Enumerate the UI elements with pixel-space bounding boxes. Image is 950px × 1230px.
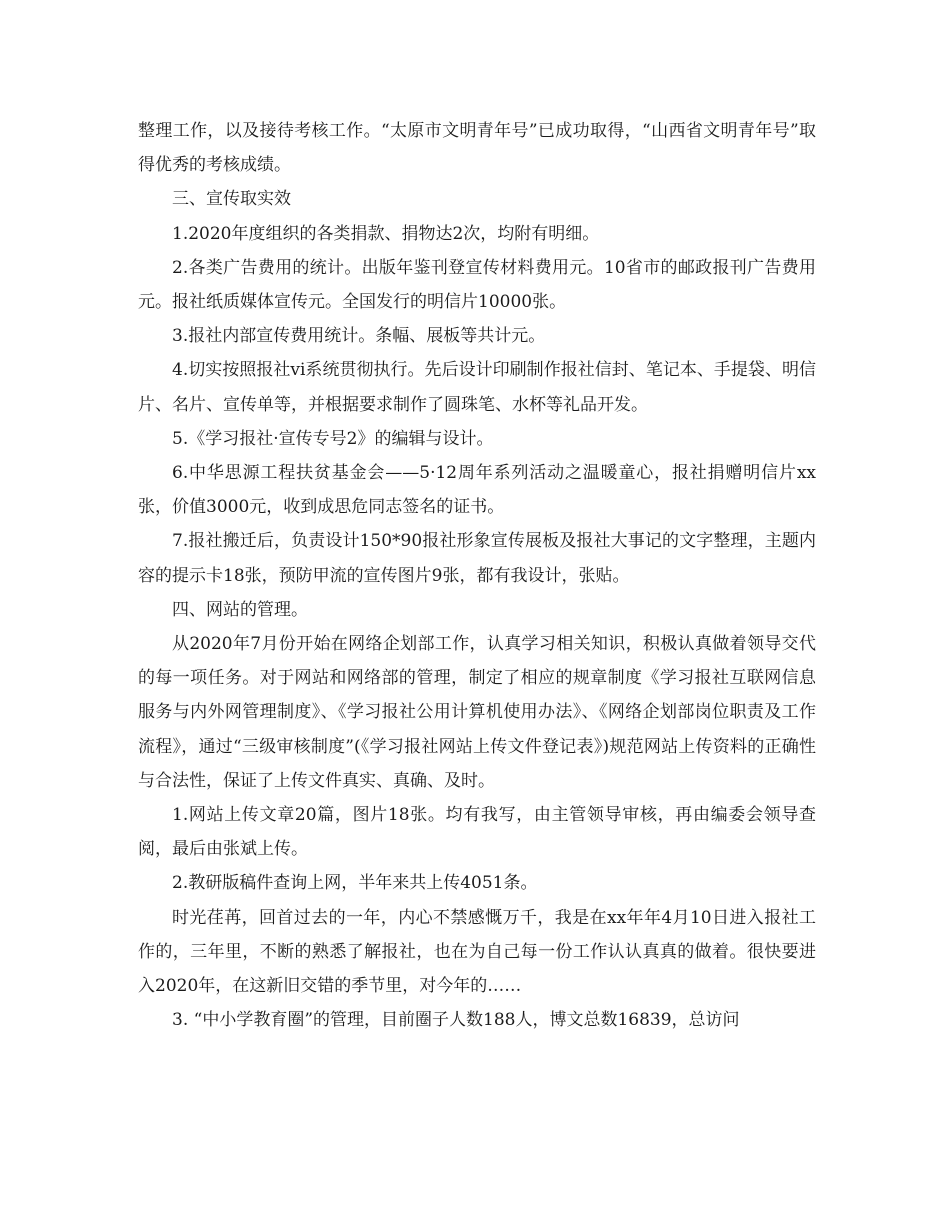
paragraph: 2.各类广告费用的统计。出版年鉴刊登宣传材料费用元。10省市的邮政报刊广告费用元。报社纸质媒体宣传元。全国发行的明信片10000张。 [138, 257, 816, 313]
paragraph: 从2020年7月份开始在网络企划部工作，认真学习相关知识，积极认真做着领导交代的每一项任务。对于网站和网络部的管理，制定了相应的规章制度《学习报社互联网信息服务与内外网管理制度》、《学习报社公用计算机使用办法》、《网络企划部岗位职责及工作流程》，通过“三级审核制度”(《学习报社网站上传文件登记表》)规范网站上传资料的正确性与合法性，保证了上传文件真实、真确、及时。 [138, 634, 816, 791]
section-heading-publicity: 三、宣传取实效 [172, 189, 291, 210]
paragraph: 5.《学习报社·宣传专号2》的编辑与设计。 [172, 428, 494, 449]
paragraph: 1.2020年度组织的各类捐款、捐物达2次，均附有明细。 [172, 223, 600, 244]
paragraph: 1.网站上传文章20篇，图片18张。均有我写，由主管领导审核，再由编委会领导查阅，最后由张斌上传。 [138, 805, 816, 860]
paragraph: 2.教研版稿件查询上网，半年来共上传4051条。 [172, 873, 538, 894]
paragraph: 6.中华思源工程扶贫基金会——5·12周年系列活动之温暖童心，报社捐赠明信片xx张，价值3000元，收到成思危同志签名的证书。 [138, 463, 816, 518]
paragraph: 3. “中小学教育圈”的管理，目前圈子人数188人，博文总数16839，总访问 [172, 1010, 740, 1031]
paragraph: 4.切实按照报社vi系统贯彻执行。先后设计印刷制作报社信封、笔记本、手提袋、明信片、名片、宣传单等，并根据要求制作了圆珠笔、水杯等礼品开发。 [138, 360, 816, 415]
document-page [138, 114, 816, 1037]
paragraph: 3.报社内部宣传费用统计。条幅、展板等共计元。 [172, 326, 546, 347]
paragraph: 时光荏苒，回首过去的一年，内心不禁感慨万千，我是在xx年年4月10日进入报社工作的，三年里，不断的熟悉了解报社，也在为自己每一份工作认认真真的做着。很快要进入2020年，在这新旧交错的季节里，对今年的…… [138, 907, 816, 997]
paragraph: 整理工作，以及接待考核工作。“太原市文明青年号”已成功取得，“山西省文明青年号”取得优秀的考核成绩。 [138, 121, 816, 176]
paragraph: 7.报社搬迁后，负责设计150*90报社形象宣传展板及报社大事记的文字整理，主题内容的提示卡18张，预防甲流的宣传图片9张，都有我设计，张贴。 [138, 531, 816, 586]
section-heading-website: 四、网站的管理。 [172, 599, 308, 620]
